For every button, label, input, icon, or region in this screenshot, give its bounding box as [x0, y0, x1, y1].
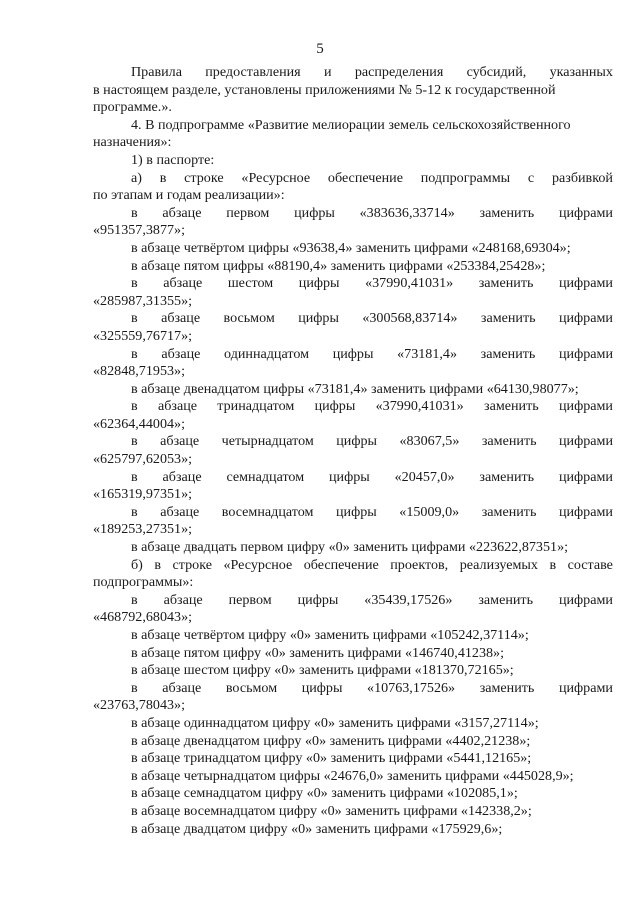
word: «300568,83714» [362, 310, 458, 327]
word: в [131, 468, 138, 485]
word: Правила [131, 64, 182, 80]
word: абзаце [163, 591, 203, 608]
word: обеспечение [303, 556, 379, 573]
paragraph [93, 768, 613, 786]
word: разбивкой [551, 169, 613, 186]
text-line: «468792,68043»; [93, 609, 193, 626]
text-line: в абзаце двадцатом цифру «0» заменить цифрами «175929,6»; [131, 820, 503, 837]
text-line: назначения»: [93, 134, 172, 151]
paragraph [93, 258, 613, 276]
word: «35439,17526» [364, 591, 453, 608]
word: цифры [298, 275, 340, 292]
word: заменить [480, 345, 536, 362]
paragraph [93, 170, 613, 205]
word: в [131, 433, 138, 450]
text-line [93, 504, 613, 522]
text-line [93, 592, 613, 610]
word: цифры [294, 204, 335, 221]
word: цифры [336, 433, 377, 450]
text-line: в абзаце одиннадцатом цифру «0» заменить цифрами «3157,27114»; [131, 714, 539, 731]
word: цифрами [558, 398, 613, 415]
text-line: «62364,44004»; [93, 415, 186, 432]
paragraph [93, 381, 613, 399]
text-line: подпрограммы»: [93, 574, 194, 591]
paragraph [93, 240, 613, 258]
text-line: 4. В подпрограмме «Развитие мелиорации земель сельскохозяйственного [131, 116, 571, 133]
word: в [131, 204, 138, 221]
word: заменить [480, 310, 536, 327]
word: восьмом [223, 310, 275, 327]
paragraph [93, 152, 613, 170]
word: шестом [227, 275, 274, 292]
word: заменить [478, 591, 533, 608]
text-line: в абзаце двенадцатом цифру «0» заменить цифрами «4402,21238»; [131, 732, 531, 749]
word: четырнадцатом [221, 433, 314, 450]
word: «83067,5» [399, 433, 460, 450]
text-line: «165319,97351»; [93, 486, 193, 503]
word: абзаце [162, 204, 202, 221]
word: «10763,17526» [367, 679, 456, 696]
word: а) [131, 169, 142, 186]
text-line: «625797,62053»; [93, 451, 193, 468]
word: «15009,0» [399, 503, 460, 520]
word: проектов, [390, 556, 449, 573]
word: в [131, 275, 138, 292]
text-line [93, 275, 613, 293]
paragraph [93, 785, 613, 803]
word: абзаце [160, 503, 200, 520]
paragraph [93, 275, 613, 310]
word: заменить [479, 679, 535, 696]
word: указанных [549, 64, 613, 80]
word: цифры [298, 310, 339, 327]
text-line: программе.». [93, 99, 172, 116]
text-line: «189253,27351»; [93, 521, 193, 538]
paragraph [93, 715, 613, 733]
word: заменить [481, 503, 537, 520]
paragraph [93, 645, 613, 663]
word: абзаце [163, 275, 203, 292]
text-line [93, 557, 613, 575]
text-line: в абзаце двенадцатом цифры «73181,4» заменить цифрами «64130,98077»; [131, 380, 579, 397]
paragraph [93, 557, 613, 592]
text-line: в настоящем разделе, установлены приложениями № 5-12 к государственной [93, 81, 556, 98]
word: реализуемых [459, 556, 538, 573]
paragraph [93, 592, 613, 627]
text-line: в абзаце четырнадцатом цифры «24676,0» заменить цифрами «445028,9»; [131, 767, 574, 784]
word: «37990,41031» [365, 275, 454, 292]
word: и [323, 64, 332, 80]
paragraph [93, 821, 613, 839]
word: цифрами [558, 591, 613, 608]
word: цифрами [558, 468, 613, 485]
word: первом [226, 204, 270, 221]
text-line: в абзаце четвёртом цифры «93638,4» заменить цифрами «248168,69304»; [131, 239, 571, 256]
word: в [131, 345, 138, 362]
word: составе [567, 556, 613, 573]
word: распределения [354, 64, 444, 80]
word: восемнадцатом [221, 503, 314, 520]
word: «Ресурсное [223, 556, 293, 573]
word: обеспечение [327, 169, 403, 186]
paragraph [93, 733, 613, 751]
text-line: «285987,31355»; [93, 292, 193, 309]
text-line: 1) в паспорте: [131, 151, 215, 168]
paragraph [93, 117, 613, 152]
paragraph [93, 750, 613, 768]
word: абзаце [162, 679, 202, 696]
word: в [159, 169, 167, 186]
paragraph [93, 310, 613, 345]
word: цифрами [558, 310, 613, 327]
text-line: в абзаце шестом цифру «0» заменить цифрами «181370,72165»; [131, 662, 514, 679]
word: цифрами [558, 679, 613, 696]
text-line [93, 205, 613, 223]
word: с [527, 169, 535, 186]
word: «73181,4» [397, 345, 457, 362]
word: заменить [484, 398, 539, 415]
word: цифрами [558, 503, 613, 520]
word: цифры [301, 679, 343, 696]
word: первом [228, 591, 272, 608]
word: цифры [329, 468, 370, 485]
text-line: в абзаце двадцать первом цифру «0» заменить цифрами «223622,87351»; [131, 539, 569, 556]
word: заменить [479, 468, 535, 485]
paragraph [93, 803, 613, 821]
word: цифрами [558, 204, 613, 221]
paragraph [93, 627, 613, 645]
text-line [93, 346, 613, 364]
word: цифрами [559, 345, 613, 362]
word: в [131, 398, 138, 415]
word: абзаце [160, 433, 200, 450]
paragraph [93, 64, 613, 117]
word: цифры [332, 345, 374, 362]
paragraph [93, 504, 613, 539]
word: одиннадцатом [224, 345, 310, 362]
word: в [131, 310, 138, 327]
word: «20457,0» [394, 468, 455, 485]
text-line: в абзаце тринадцатом цифру «0» заменить цифрами «5441,12165»; [131, 750, 532, 767]
text-line: «325559,76717»; [93, 327, 193, 344]
paragraph [93, 205, 613, 240]
word: тринадцатом [217, 398, 295, 415]
paragraph [93, 346, 613, 381]
word: в [131, 679, 138, 696]
word: цифрами [558, 275, 613, 292]
document-body [93, 64, 613, 838]
word: заменить [481, 433, 537, 450]
word: заменить [478, 275, 534, 292]
text-line [93, 170, 613, 188]
word: строке [184, 169, 224, 186]
paragraph [93, 662, 613, 680]
word: цифры [297, 591, 339, 608]
word: в [549, 556, 557, 573]
word: «383636,33714» [359, 204, 455, 221]
word: в [131, 591, 138, 608]
word: строке [172, 556, 212, 573]
page-number: 5 [316, 41, 324, 57]
paragraph [93, 398, 613, 433]
word: абзаце [157, 398, 197, 415]
word: в [131, 503, 138, 520]
word: б) [131, 556, 143, 573]
text-line: «23763,78043»; [93, 697, 186, 714]
text-line [93, 398, 613, 416]
text-line [93, 64, 613, 82]
text-line: в абзаце восемнадцатом цифру «0» заменить цифрами «142338,2»; [131, 802, 532, 819]
word: «Ресурсное [241, 169, 311, 186]
word: семнадцатом [226, 468, 305, 485]
word: заменить [479, 204, 535, 221]
word: цифры [314, 398, 356, 415]
word: абзаце [162, 468, 202, 485]
paragraph [93, 539, 613, 557]
word: субсидий, [466, 64, 527, 80]
text-line: «951357,3877»; [93, 222, 186, 239]
text-line: в абзаце пятом цифру «0» заменить цифрами «146740,41238»; [131, 644, 505, 661]
word: подпрограммы [420, 169, 511, 186]
text-line: по этапам и годам реализации»: [93, 187, 285, 204]
paragraph [93, 680, 613, 715]
text-line [93, 310, 613, 328]
word: восьмом [225, 679, 278, 696]
word: в [154, 556, 162, 573]
paragraph [93, 469, 613, 504]
paragraph [93, 433, 613, 468]
text-line: в абзаце пятом цифры «88190,4» заменить цифрами «253384,25428»; [131, 257, 546, 274]
text-line [93, 680, 613, 698]
text-line: в абзаце четвёртом цифру «0» заменить цифрами «105242,37114»; [131, 627, 529, 643]
word: цифры [335, 503, 377, 520]
word: предоставления [205, 64, 301, 80]
word: цифрами [559, 433, 613, 450]
word: «37990,41031» [375, 398, 464, 415]
word: абзаце [161, 310, 201, 327]
word: абзаце [161, 345, 201, 362]
text-line [93, 433, 613, 451]
text-line: в абзаце семнадцатом цифру «0» заменить цифрами «102085,1»; [131, 785, 518, 802]
text-line [93, 469, 613, 487]
text-line: «82848,71953»; [93, 363, 186, 380]
